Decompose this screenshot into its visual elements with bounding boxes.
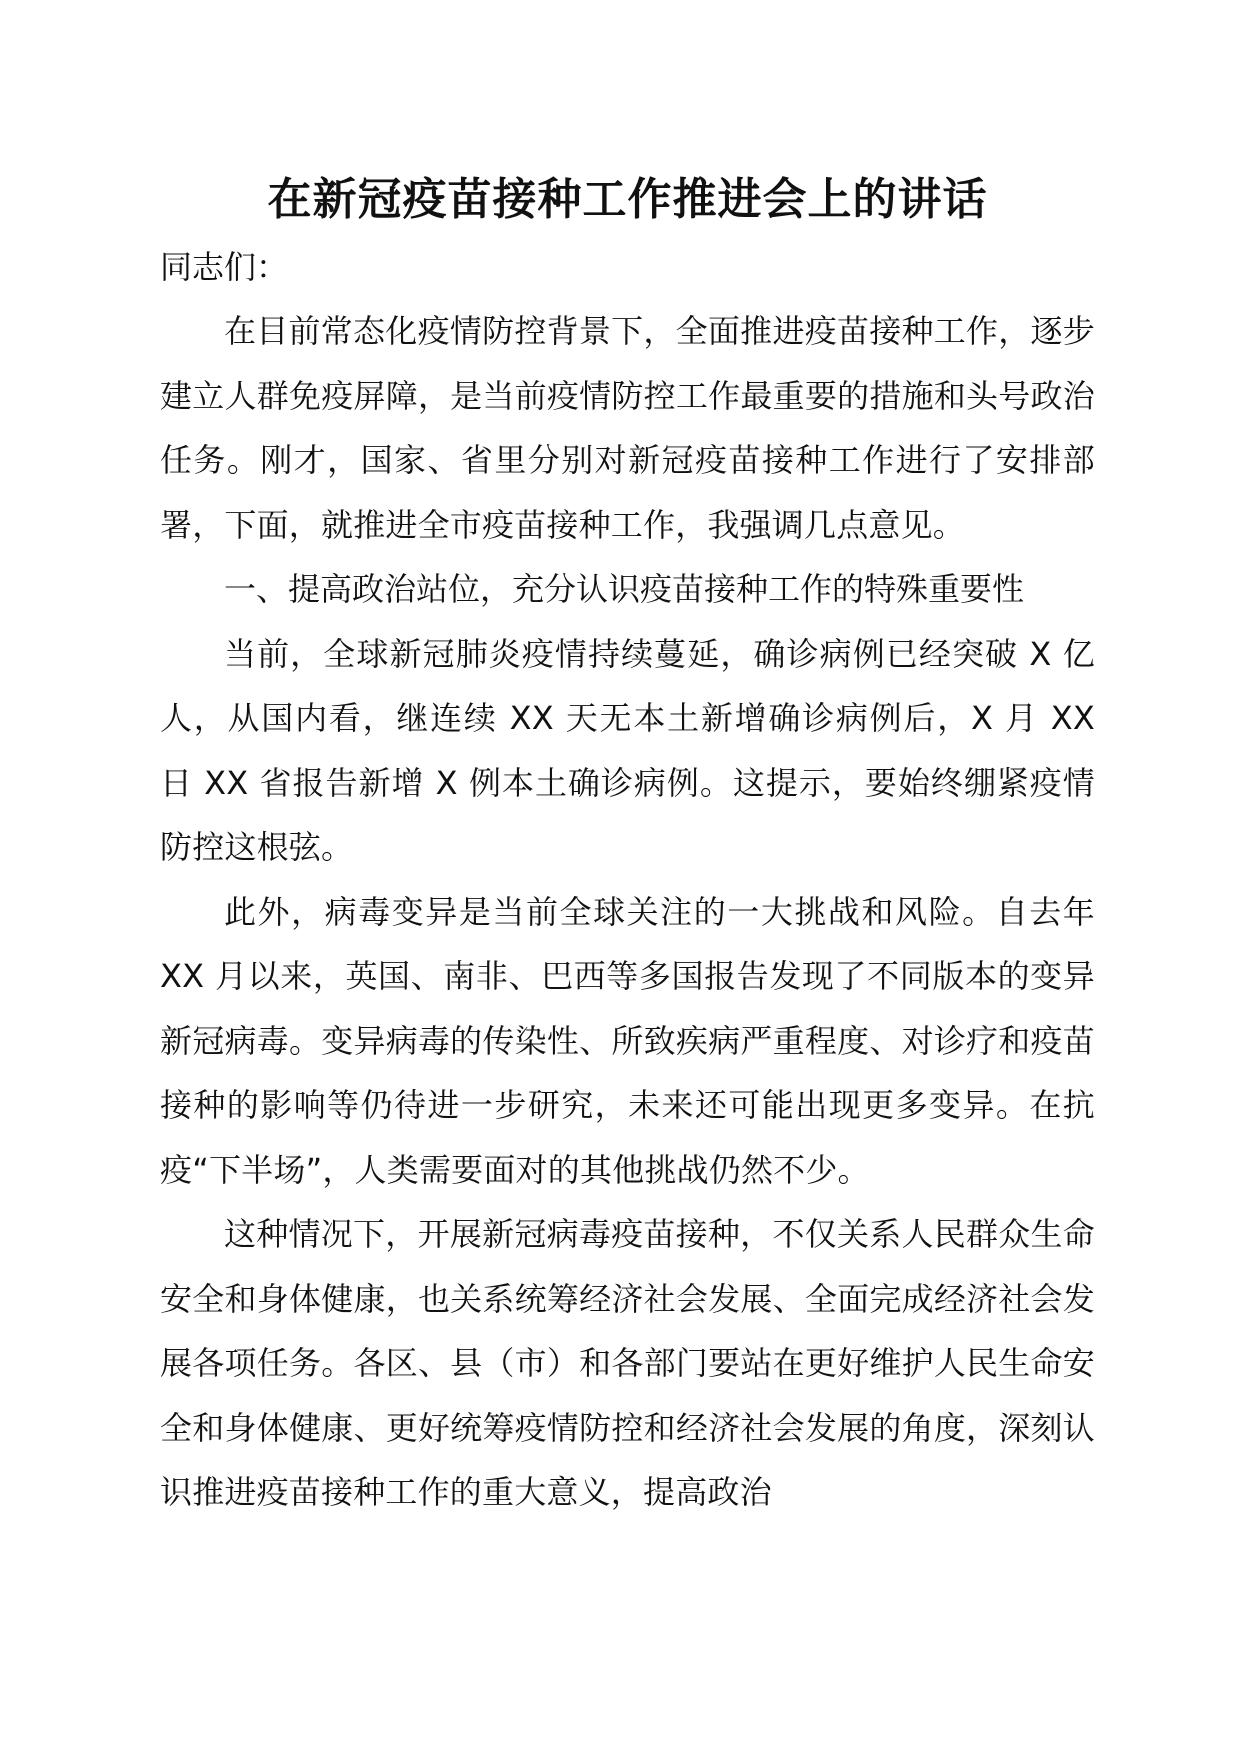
paragraph-virus-variants: 此外，病毒变异是当前全球关注的一大挑战和风险。自去年 XX 月以来，英国、南非、巴西等多国报告发现了不同版本的变异新冠病毒。变异病毒的传染性、所致疾病严重程度、对诊疗和疫苗接种的影响等仍待进一步研究，未来还可能出现更多变异。在抗疫“下半场”，人类需要面对的其他挑战仍然不少。 — [160, 892, 1095, 1189]
paragraph-intro: 在目前常态化疫情防控背景下，全面推进疫苗接种工作，逐步建立人群免疫屏障，是当前疫情防控工作最重要的措施和头号政治任务。刚才，国家、省里分别对新冠疫苗接种工作进行了安排部署，下面，就推进全市疫苗接种工作，我强调几点意见。 — [160, 312, 1095, 544]
paragraph-significance: 这种情况下，开展新冠病毒疫苗接种，不仅关系人民群众生命安全和身体健康，也关系统筹经济社会发展、全面完成经济社会发展各项任务。各区、县（市）和各部门要站在更好维护人民生命安全和身体健康、更好统筹疫情防控和经济社会发展的角度，深刻认识推进疫苗接种工作的重大意义，提高政治 — [160, 1215, 1095, 1511]
salutation: 同志们： — [160, 248, 289, 286]
document-title: 在新冠疫苗接种工作推进会上的讲话 — [267, 174, 988, 225]
section-heading: 一、提高政治站位，充分认识疫苗接种工作的特殊重要性 — [224, 570, 1025, 608]
document-page — [160, 165, 1095, 1525]
paragraph-global-situation: 当前，全球新冠肺炎疫情持续蔓延，确诊病例已经突破 X 亿人，从国内看，继连续 XX 天无本土新增确诊病例后，X 月 XX 日 XX 省报告新增 X 例本土确诊病例。这提示，要始终绷紧疫情防控这根弦。 — [160, 634, 1095, 866]
